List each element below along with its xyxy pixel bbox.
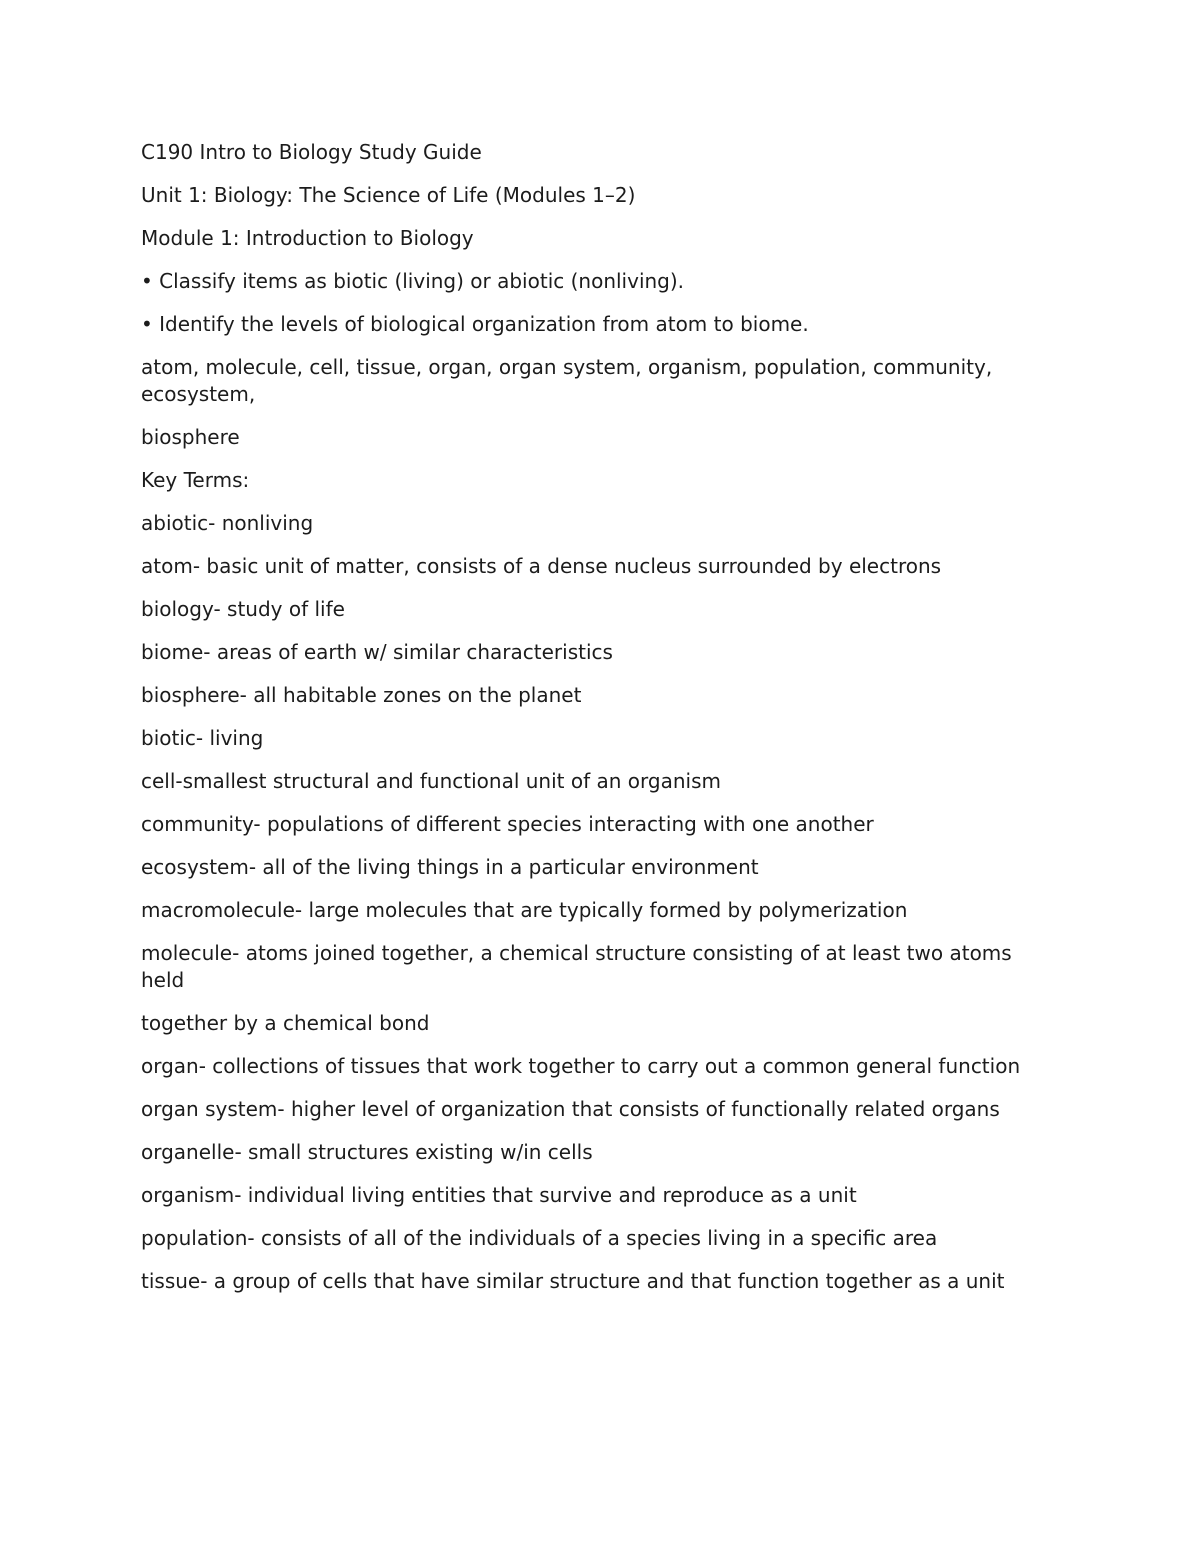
- key-term: community- populations of different species interacting with one another: [141, 812, 874, 836]
- key-term: macromolecule- large molecules that are typically formed by polymerization: [141, 898, 908, 922]
- key-term: cell-smallest structural and functional unit of an organism: [141, 769, 721, 793]
- document-body: [141, 139, 1041, 1311]
- key-term: biotic- living: [141, 726, 264, 750]
- organization-levels-text: biosphere: [141, 425, 240, 449]
- organization-levels-text: atom, molecule, cell, tissue, organ, organ system, organism, population, community, ecosystem,: [141, 355, 993, 406]
- document-title: C190 Intro to Biology Study Guide: [141, 140, 482, 164]
- key-terms-heading: Key Terms:: [141, 468, 250, 492]
- key-term: population- consists of all of the individuals of a species living in a specific area: [141, 1226, 938, 1250]
- key-term: biosphere- all habitable zones on the planet: [141, 683, 582, 707]
- unit-heading: Unit 1: Biology: The Science of Life (Modules 1–2): [141, 183, 636, 207]
- key-term: organism- individual living entities that survive and reproduce as a unit: [141, 1183, 857, 1207]
- key-term: molecule- atoms joined together, a chemical structure consisting of at least two atoms held: [141, 941, 1012, 992]
- key-term: biology- study of life: [141, 597, 345, 621]
- key-term: abiotic- nonliving: [141, 511, 314, 535]
- key-term: atom- basic unit of matter, consists of a dense nucleus surrounded by electrons: [141, 554, 942, 578]
- key-term: organ- collections of tissues that work together to carry out a common general function: [141, 1054, 1021, 1078]
- key-term: ecosystem- all of the living things in a particular environment: [141, 855, 759, 879]
- key-term: biome- areas of earth w/ similar characteristics: [141, 640, 613, 664]
- key-term: organelle- small structures existing w/in cells: [141, 1140, 593, 1164]
- key-term: tissue- a group of cells that have similar structure and that function together as a unit: [141, 1269, 1005, 1293]
- objective-bullet: • Identify the levels of biological organization from atom to biome.: [141, 312, 809, 336]
- key-term: organ system- higher level of organization that consists of functionally related organs: [141, 1097, 1000, 1121]
- module-heading: Module 1: Introduction to Biology: [141, 226, 474, 250]
- key-term: together by a chemical bond: [141, 1011, 430, 1035]
- objective-bullet: • Classify items as biotic (living) or abiotic (nonliving).: [141, 269, 685, 293]
